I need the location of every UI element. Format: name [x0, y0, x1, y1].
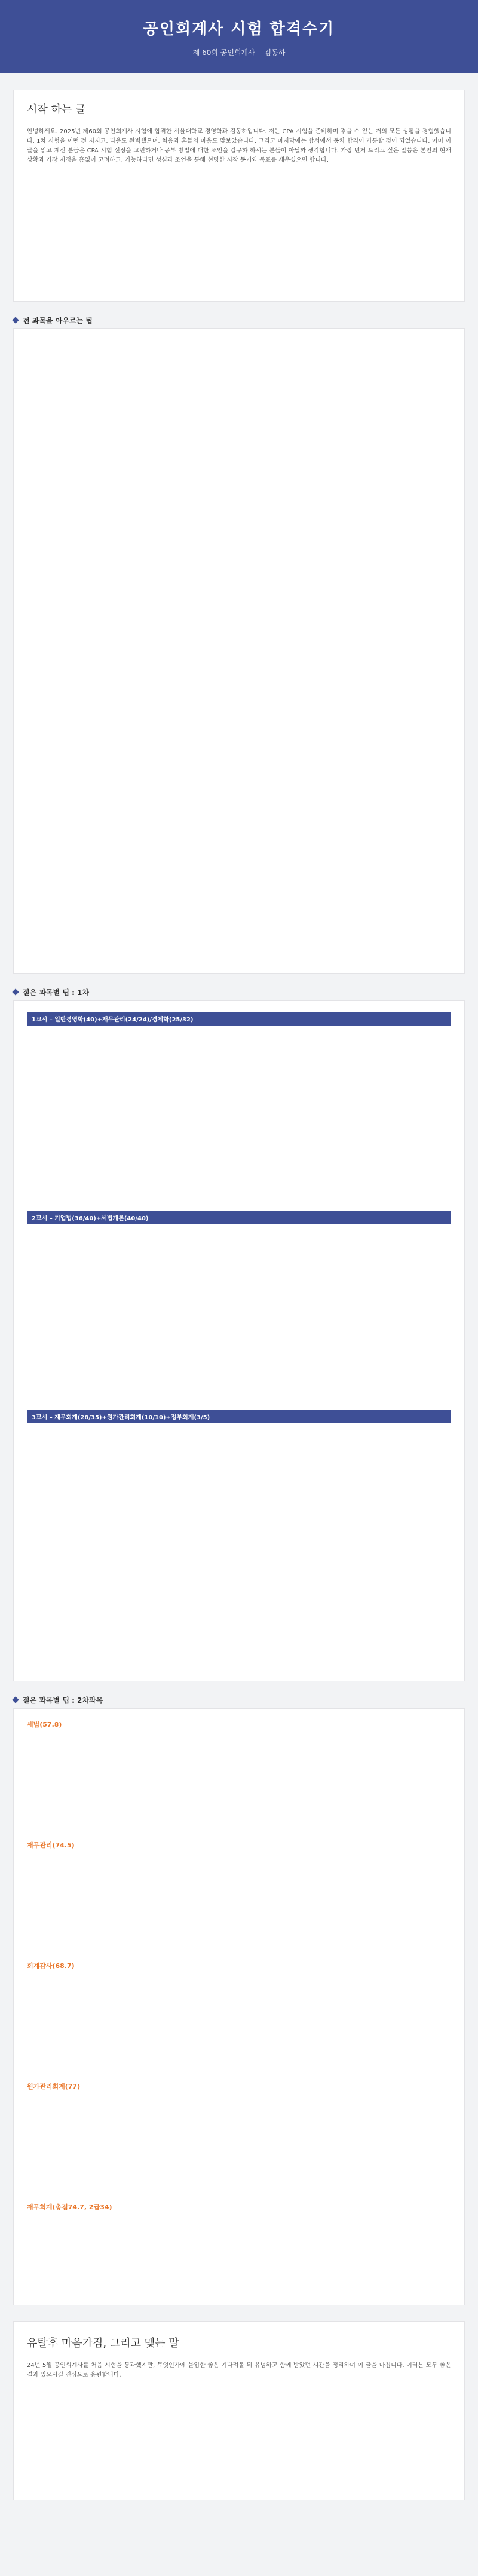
- diamond-icon: [12, 317, 19, 323]
- subject-title: 세법(57.8): [27, 1721, 62, 1728]
- intro-paragraph: 안녕하세요. 2025년 제60회 공인회계사 시험에 합격한 서울대학교 경영학과 김동하입니다. 저는 CPA 시험을 준비하며 겪을 수 있는 거의 모든 상황을 경험했습니다. 1차 시험을 어떤 전 저지고, 다음도 완벽했으며, 처음과 흔들의 마음도 맞보았습니다. 그리고 마지막에는 합서에서 동차 합격이 가통할 것이 되었습니다. 이미 이 글을 읽고 계신 분들은 CPA 시험 선정을 고민하거나 공부 방법에 대한 조언을 갈구하 하시는 분들이 아닐까 생각합니다. 가장 먼저 드리고 싶은 말씀은 본인의 현재 상황과 가장 저정을 흠없이 고려하고, 가능하다면 성심과 조언을 통해 현명한 시작 동기와 목표를 세우셨으면 합니다.: [27, 128, 451, 164]
- subject-heading: 2교시 – 기업법(36/40)+세법개론(40/40): [27, 1211, 451, 1224]
- section-heading: 절은 과목별 팁 : 1차: [13, 984, 465, 1000]
- subject-heading: 1교시 – 일반경영학(40)+재무관리(24/24)/경제학(25/32): [27, 1012, 451, 1026]
- intro-card: [13, 90, 465, 302]
- subject-heading: 3교시 – 재무회계(28/35)+원가관리회계(10/10)+정부회계(3/5): [27, 1410, 451, 1423]
- first-round-card: [13, 1000, 465, 1681]
- section-heading: 전 과목을 아우르는 팁: [13, 312, 465, 328]
- diamond-icon: [12, 1696, 19, 1703]
- second-round-card: [13, 1708, 465, 2305]
- diamond-icon: [12, 988, 19, 995]
- exam-label: 제 60회 공인회계사: [192, 48, 255, 57]
- hero-subtitle: [0, 47, 478, 57]
- hero-banner: [0, 0, 478, 73]
- intro-heading: 시작 하는 글: [27, 103, 86, 116]
- closing-card: [13, 2321, 465, 2500]
- subject-title: 원가관리회계(77): [27, 2083, 81, 2090]
- closing-heading: 유탈후 마음가짐, 그리고 맺는 말: [27, 2337, 179, 2350]
- section-heading: 절은 과목별 팁 : 2차과목: [13, 1692, 465, 1708]
- subject-title: 재무회계(총점74.7, 2급34): [27, 2203, 112, 2211]
- author-name: 김동하: [264, 48, 286, 57]
- subject-title: 회계감사(68.7): [27, 1962, 75, 1970]
- tips-card: [13, 328, 465, 974]
- closing-paragraph: 24년 5월 공인회계사를 처음 시험을 통과했지만, 무엇인가에 몰입한 좋은 기다려볼 뒤 유념하고 함께 받았던 시간을 정리하며 이 글을 마칩니다. 여러분 모두 좋은 결과 있으시길 진심으로 응원합니다.: [27, 2362, 451, 2378]
- subject-title: 재무관리(74.5): [27, 1841, 75, 1849]
- page-title: 공인회계사 시험 합격수기: [143, 20, 335, 38]
